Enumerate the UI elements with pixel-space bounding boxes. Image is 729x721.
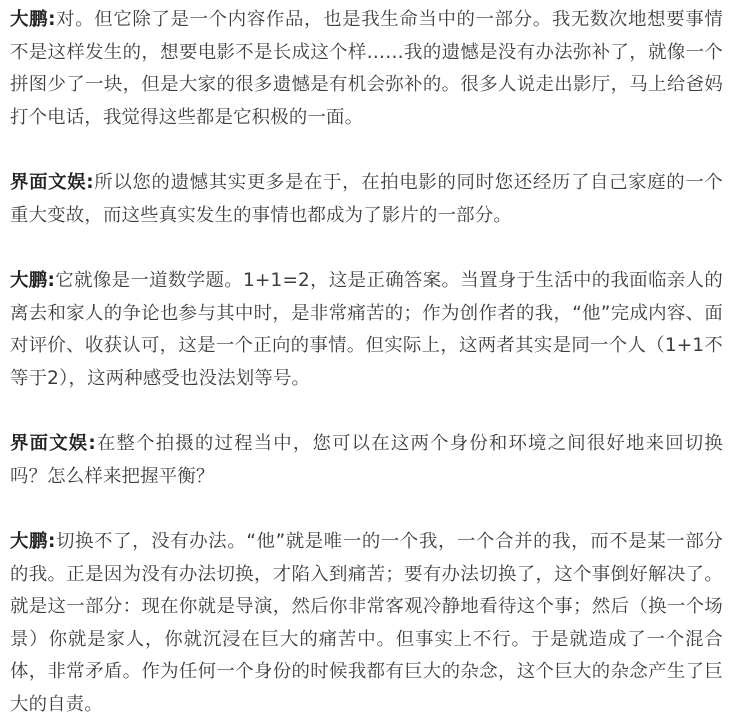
paragraph-text: 对。但它除了是一个内容作品，也是我生命当中的一部分。我无数次地想要事情不是这样发生的，想要电影不是长成这个样……我的遗憾是没有办法弥补了，就像一个拼图少了一块，但是大家的很多遗憾是有机会弥补的。很多人说走出影厅，马上给爸妈打个电话，我觉得这些都是它积极的一面。	[10, 9, 723, 128]
speaker-label: 大鹏:	[10, 531, 56, 552]
interview-paragraph	[10, 167, 723, 232]
paragraph-text: 在整个拍摄的过程当中，您可以在这两个身份和环境之间很好地来回切换吗？怎么样来把握平衡？	[10, 433, 723, 487]
interview-paragraph	[10, 428, 723, 493]
speaker-label: 大鹏:	[10, 270, 56, 291]
interview-paragraph	[10, 526, 723, 721]
paragraph-text: 切换不了，没有办法。“他”就是唯一的一个我，一个合并的我，而不是某一部分的我。正是因为没有办法切换，才陷入到痛苦；要有办法切换了，这个事倒好解决了。就是这一部分：现在你就是导演，然后你非常客观冷静地看待这个事；然后（换一个场景）你就是家人，你就沉浸在巨大的痛苦中。但事实上不行。于是就造成了一个混合体，非常矛盾。作为任何一个身份的时候我都有巨大的杂念，这个巨大的杂念产生了巨大的自责。	[10, 531, 723, 715]
speaker-label: 大鹏:	[10, 9, 56, 30]
paragraph-text: 所以您的遗憾其实更多是在于，在拍电影的同时您还经历了自己家庭的一个重大变故，而这些真实发生的事情也都成为了影片的一部分。	[10, 172, 723, 226]
speaker-label: 界面文娱:	[10, 433, 96, 454]
interview-paragraph	[10, 0, 723, 134]
speaker-label: 界面文娱:	[10, 172, 94, 193]
interview-paragraph	[10, 265, 723, 395]
paragraph-text: 它就像是一道数学题。1+1=2，这是正确答案。当置身于生活中的我面临亲人的离去和家人的争论也参与其中时，是非常痛苦的；作为创作者的我，“他”完成内容、面对评价、收获认可，这是一个正向的事情。但实际上，这两者其实是同一个人（1+1不等于2），这两种感受也没法划等号。	[10, 270, 723, 389]
